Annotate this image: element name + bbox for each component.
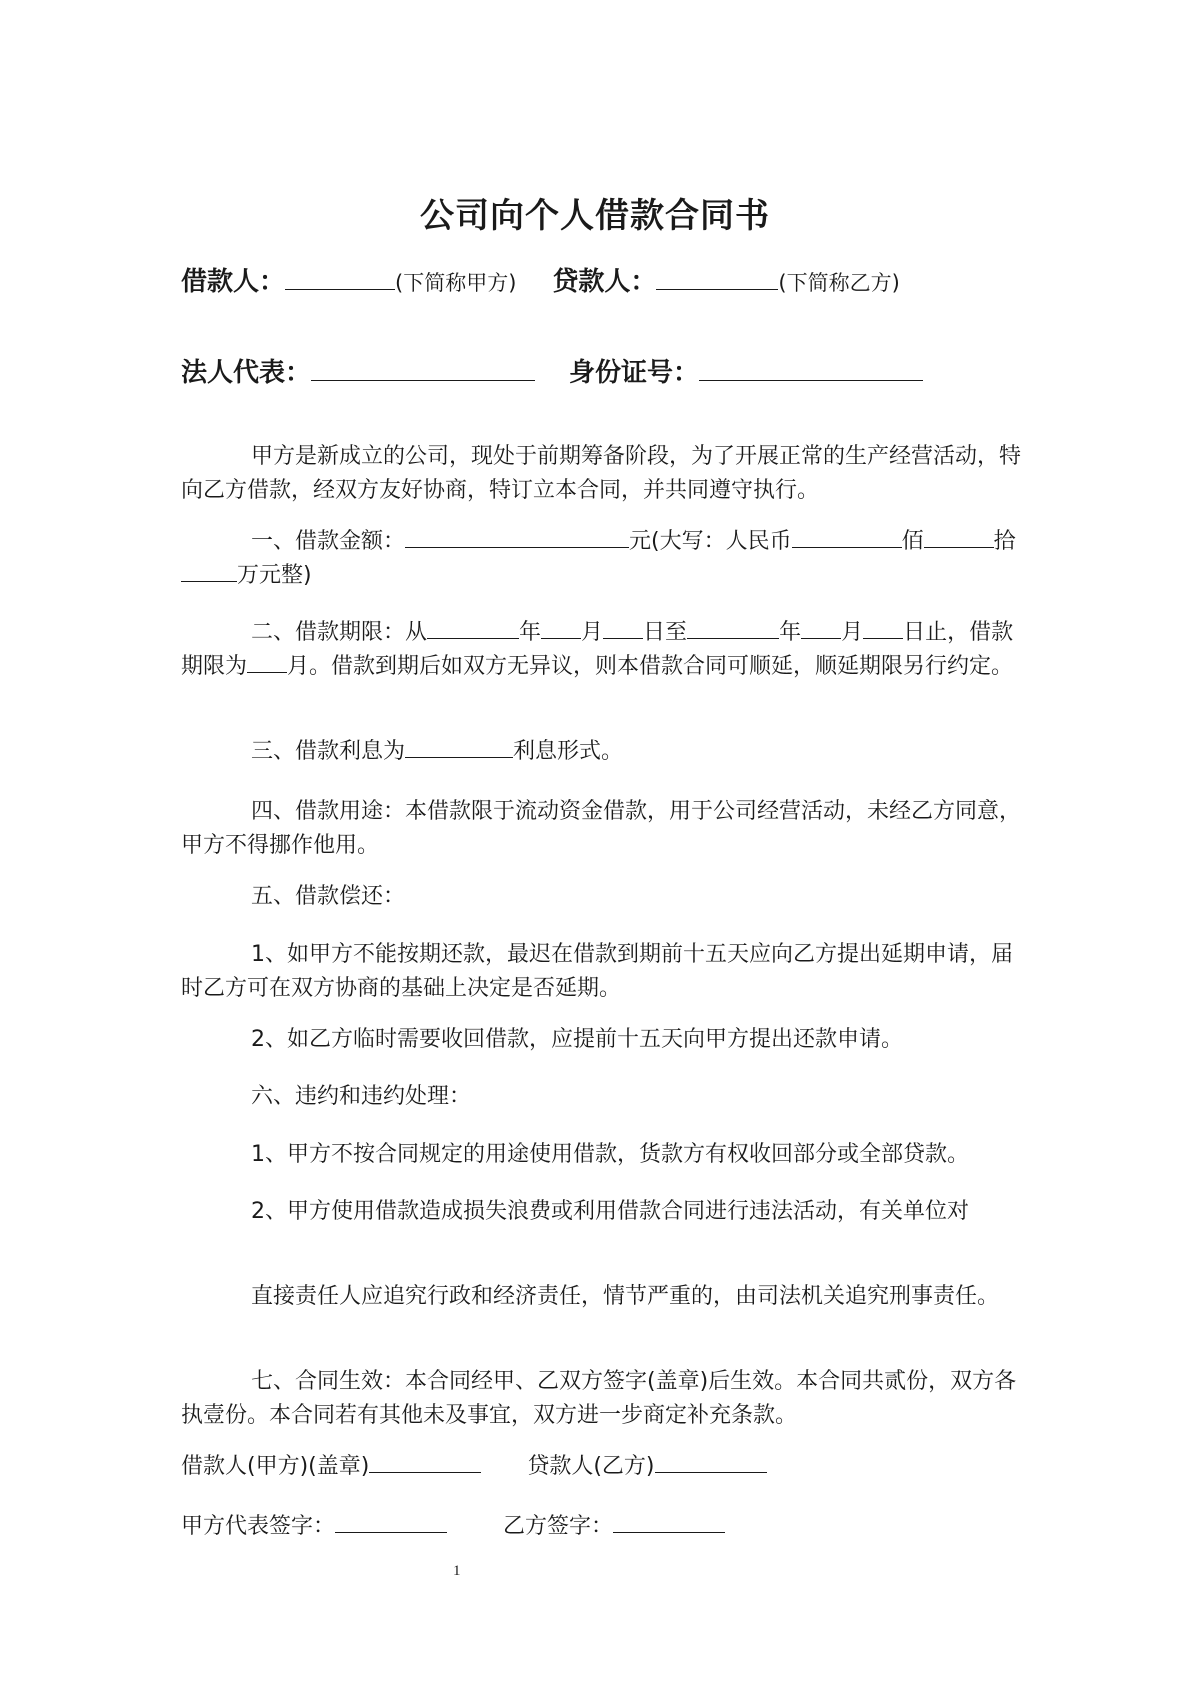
- amount-upper-blank: [792, 527, 902, 548]
- borrower-blank: [285, 266, 395, 290]
- end-month-blank: [801, 618, 841, 639]
- legal-rep-label: 法人代表：: [181, 358, 312, 388]
- amount-end-text: 万元整): [237, 563, 312, 588]
- repay-item-2: 2、如乙方临时需要收回借款，应提前十五天向甲方提出还款申请。: [251, 1027, 903, 1052]
- term-paragraph: [181, 616, 1021, 684]
- term-day-end: 日止，借款期限为: [181, 620, 1014, 679]
- end-year-blank: [687, 618, 779, 639]
- clause-repay-heading: [181, 880, 1021, 914]
- repay-heading: 五、借款偿还：: [251, 884, 406, 909]
- usage-text: 四、借款用途：本借款限于流动资金借款，用于公司经营活动，未经乙方同意，甲方不得挪作他用。: [181, 799, 1022, 858]
- clause-term: [181, 616, 1021, 684]
- term-year-1: 年: [519, 620, 542, 645]
- term-months-blank: [247, 652, 287, 673]
- borrower-note: (下简称甲方): [395, 271, 517, 295]
- b-sign-label: 乙方签字：: [503, 1514, 614, 1539]
- legal-rep-blank: [311, 357, 535, 381]
- breach-heading: 六、违约和违约处理：: [251, 1084, 472, 1109]
- document-title: 公司向个人借款合同书: [420, 196, 770, 236]
- term-day-to: 日至: [643, 620, 688, 645]
- rep-sign-blank: [335, 1512, 447, 1533]
- clause-repay-1: [181, 938, 1021, 1006]
- clause-breach-2-cont: [181, 1280, 1021, 1314]
- clause-breach-heading: [181, 1080, 1021, 1114]
- start-day-blank: [603, 618, 643, 639]
- clause-intro: [181, 440, 1021, 508]
- clause-interest: [181, 735, 1021, 769]
- end-day-blank: [863, 618, 903, 639]
- interest-suffix: 利息形式。: [513, 739, 624, 764]
- id-number-label: 身份证号：: [569, 358, 700, 388]
- signature-line-parties: [181, 1450, 767, 1484]
- breach-item-1: 1、甲方不按合同规定的用途使用借款，货款方有权收回部分或全部贷款。: [251, 1142, 969, 1167]
- start-year-blank: [427, 618, 519, 639]
- lender-note: (下简称乙方): [778, 271, 900, 295]
- party-line-borrower-lender: [181, 265, 900, 300]
- party-b-blank: [655, 1452, 767, 1473]
- clause-effective: [181, 1365, 1021, 1433]
- amount-shi-text: 拾: [993, 529, 1016, 554]
- lender-label: 贷款人：: [552, 267, 657, 297]
- amount-blank: [405, 527, 629, 548]
- b-sign-blank: [613, 1512, 725, 1533]
- borrower-label: 借款人：: [181, 267, 286, 297]
- breach-item-2-continued: 直接责任人应追究行政和经济责任，情节严重的，由司法机关追究刑事责任。: [251, 1284, 1000, 1309]
- interest-paragraph: [181, 735, 1021, 769]
- interest-prefix: 三、借款利息为: [251, 739, 406, 764]
- amount-prefix: 一、借款金额：: [251, 529, 406, 554]
- clause-breach-2: [181, 1195, 1021, 1229]
- page-number: 1: [453, 1563, 461, 1579]
- clause-usage: [181, 795, 1021, 863]
- lender-blank: [656, 266, 778, 290]
- rep-sign-label: 甲方代表签字：: [181, 1514, 336, 1539]
- amount-paragraph: [181, 525, 1021, 593]
- party-line-rep-id: [181, 356, 923, 390]
- clause-amount: [181, 525, 1021, 593]
- term-rest: 月。借款到期后如双方无异议，则本借款合同可顺延，顺延期限另行约定。: [287, 654, 1014, 679]
- repay-item-1: 1、如甲方不能按期还款，最迟在借款到期前十五天应向乙方提出延期申请，届时乙方可在双方协商的基础上决定是否延期。: [181, 942, 1013, 1001]
- amount-shi-blank: [181, 561, 237, 582]
- signature-line-signers: [181, 1510, 725, 1544]
- amount-bai-blank: [924, 527, 994, 548]
- clause-repay-2: [181, 1023, 1021, 1057]
- amount-bai-text: 佰: [901, 529, 924, 554]
- start-month-blank: [541, 618, 581, 639]
- interest-blank: [405, 737, 513, 758]
- party-b-label: 贷款人(乙方): [527, 1454, 655, 1479]
- breach-item-2: 2、甲方使用借款造成损失浪费或利用借款合同进行违法活动，有关单位对: [251, 1199, 969, 1224]
- party-a-seal-label: 借款人(甲方)(盖章): [181, 1454, 370, 1479]
- id-number-blank: [699, 357, 923, 381]
- effective-text: 七、合同生效：本合同经甲、乙双方签字(盖章)后生效。本合同共贰份，双方各执壹份。本合同若有其他未及事宜，双方进一步商定补充条款。: [181, 1369, 1017, 1428]
- term-prefix: 二、借款期限：从: [251, 620, 428, 645]
- term-month-1: 月: [581, 620, 604, 645]
- term-month-2: 月: [841, 620, 864, 645]
- clause-breach-1: [181, 1138, 1061, 1172]
- term-year-2: 年: [779, 620, 802, 645]
- party-a-seal-blank: [369, 1452, 481, 1473]
- intro-text: 甲方是新成立的公司，现处于前期筹备阶段，为了开展正常的生产经营活动，特向乙方借款，经双方友好协商，特订立本合同，并共同遵守执行。: [181, 444, 1022, 503]
- amount-yuan-text: 元(大写：人民币: [629, 529, 792, 554]
